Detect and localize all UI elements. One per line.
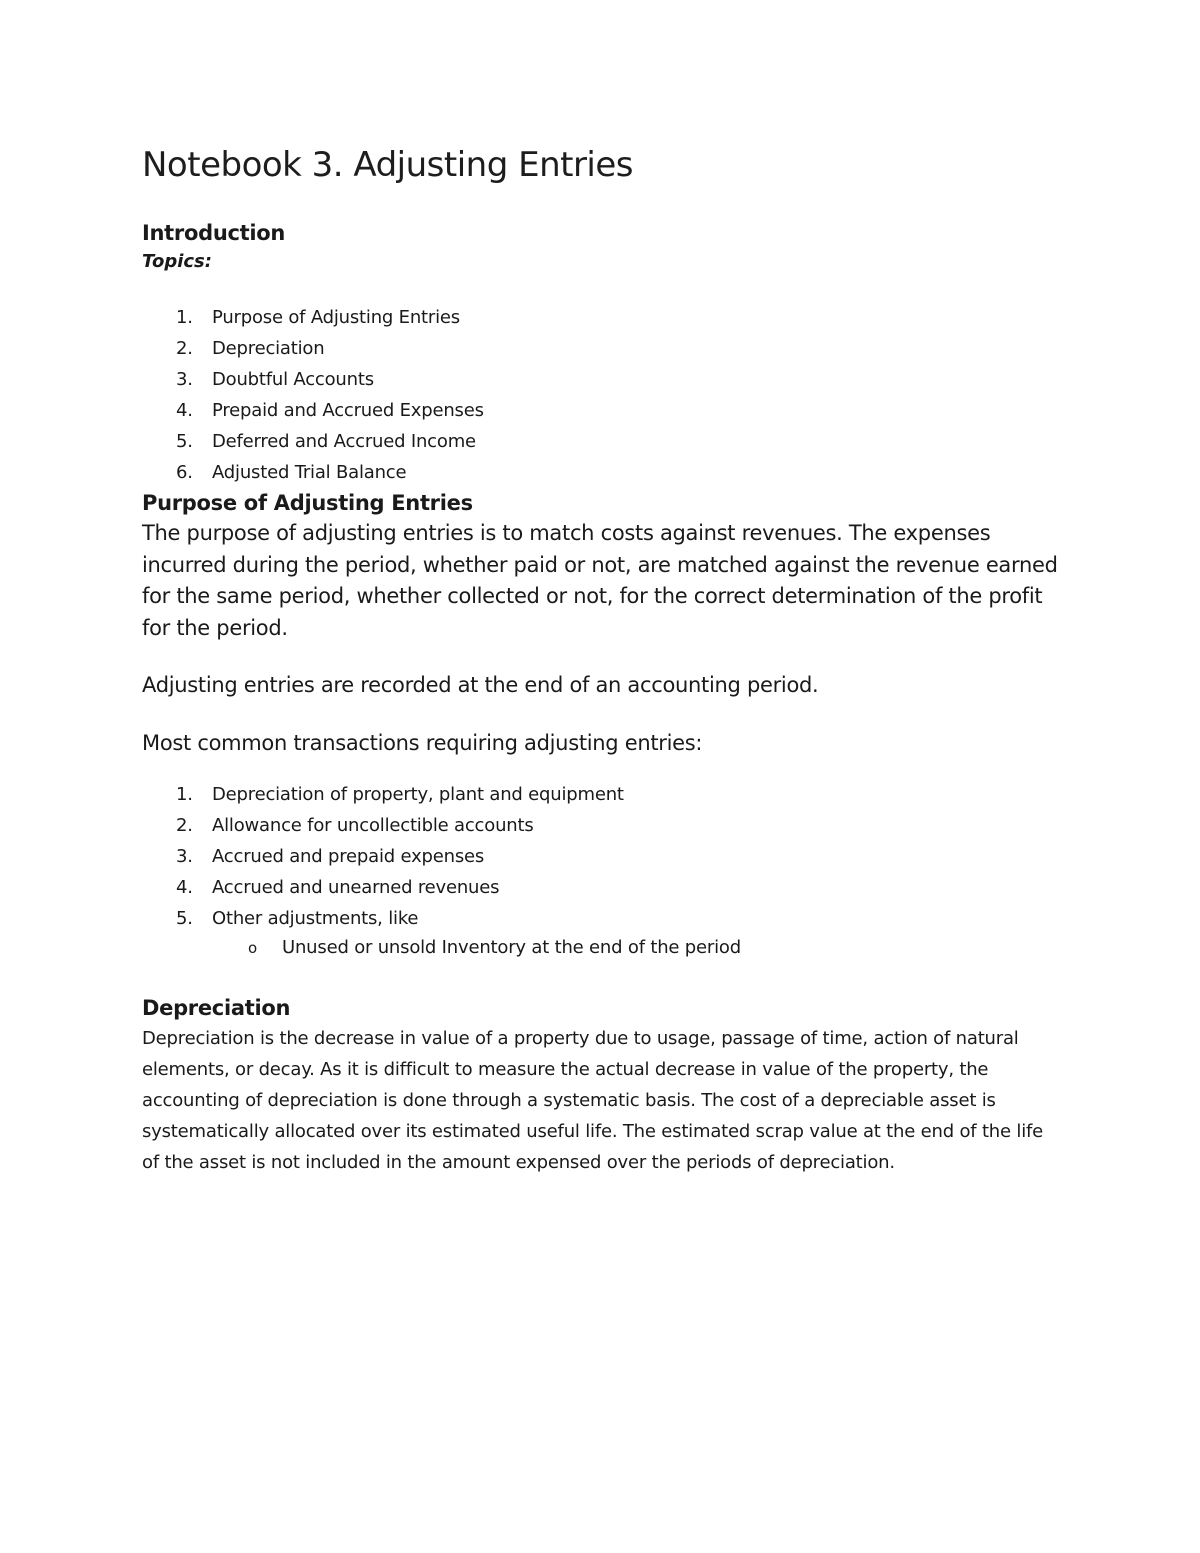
list-number: 4. xyxy=(176,400,193,421)
list-item-text: Doubtful Accounts xyxy=(212,369,374,390)
introduction-section xyxy=(142,218,1062,488)
list-item xyxy=(142,426,1062,457)
list-number: 1. xyxy=(176,784,193,805)
list-item-text: Accrued and prepaid expenses xyxy=(212,846,485,867)
list-item xyxy=(142,395,1062,426)
list-number: 4. xyxy=(176,877,193,898)
list-item-text: Deferred and Accrued Income xyxy=(212,431,476,452)
list-item-text: Other adjustments, like xyxy=(212,908,419,929)
list-number: 3. xyxy=(176,369,193,390)
depreciation-heading: Depreciation xyxy=(142,995,291,1020)
list-item xyxy=(142,779,1062,810)
list-item xyxy=(142,302,1062,333)
list-number: 1. xyxy=(176,307,193,328)
list-item xyxy=(142,810,1062,841)
list-item-text: Adjusted Trial Balance xyxy=(212,462,407,483)
list-number: 2. xyxy=(176,338,193,359)
list-item xyxy=(142,333,1062,364)
sub-list-item xyxy=(142,934,1062,963)
depreciation-paragraph: Depreciation is the decrease in value of a property due to usage, passage of time, action of natural elements, or decay. As it is difficult to measure the actual decrease in value of the property, the accounting of depreciation is done through a systematic basis. The cost of a depreciable asset is systematically allocated over its estimated useful life. The estimated scrap value at the end of the life of the asset is not included in the amount expensed over the periods of depreciation. xyxy=(142,1027,1044,1173)
sub-list-item-text: Unused or unsold Inventory at the end of the period xyxy=(282,937,741,958)
list-number: 5. xyxy=(176,908,193,929)
list-item xyxy=(142,841,1062,872)
list-item xyxy=(142,903,1062,934)
list-number: 2. xyxy=(176,815,193,836)
spacer xyxy=(142,963,1062,993)
document-page xyxy=(142,140,1062,1178)
purpose-paragraph: The purpose of adjusting entries is to match costs against revenues. The expenses incurred during the period, whether paid or not, are matched against the revenue earned for the same period, whether collected or not, for the correct determination of the profit for the period. xyxy=(142,521,1058,640)
list-item-text: Prepaid and Accrued Expenses xyxy=(212,400,484,421)
list-item-text: Purpose of Adjusting Entries xyxy=(212,307,460,328)
depreciation-section xyxy=(142,993,1062,1178)
list-item xyxy=(142,457,1062,488)
common-transactions-list xyxy=(142,779,1062,934)
list-number: 5. xyxy=(176,431,193,452)
spacer xyxy=(142,702,1062,728)
common-transactions-intro: Most common transactions requiring adjusting entries: xyxy=(142,730,703,755)
list-number: 3. xyxy=(176,846,193,867)
list-item xyxy=(142,872,1062,903)
list-number: 6. xyxy=(176,462,193,483)
list-item-text: Depreciation of property, plant and equipment xyxy=(212,784,624,805)
topics-label: Topics: xyxy=(142,251,212,272)
list-item-text: Depreciation xyxy=(212,338,325,359)
page-title: Notebook 3. Adjusting Entries xyxy=(142,145,634,185)
spacer xyxy=(142,759,1062,779)
adjusting-entries-paragraph: Adjusting entries are recorded at the end of an accounting period. xyxy=(142,673,819,697)
list-item xyxy=(142,364,1062,395)
list-item-text: Accrued and unearned revenues xyxy=(212,877,500,898)
spacer xyxy=(142,644,1062,670)
introduction-heading: Introduction xyxy=(142,221,286,245)
purpose-heading: Purpose of Adjusting Entries xyxy=(142,491,473,515)
purpose-section xyxy=(142,488,1062,963)
bullet-o-icon: o xyxy=(248,939,257,957)
list-item-text: Allowance for uncollectible accounts xyxy=(212,815,534,836)
topics-list xyxy=(142,302,1062,488)
